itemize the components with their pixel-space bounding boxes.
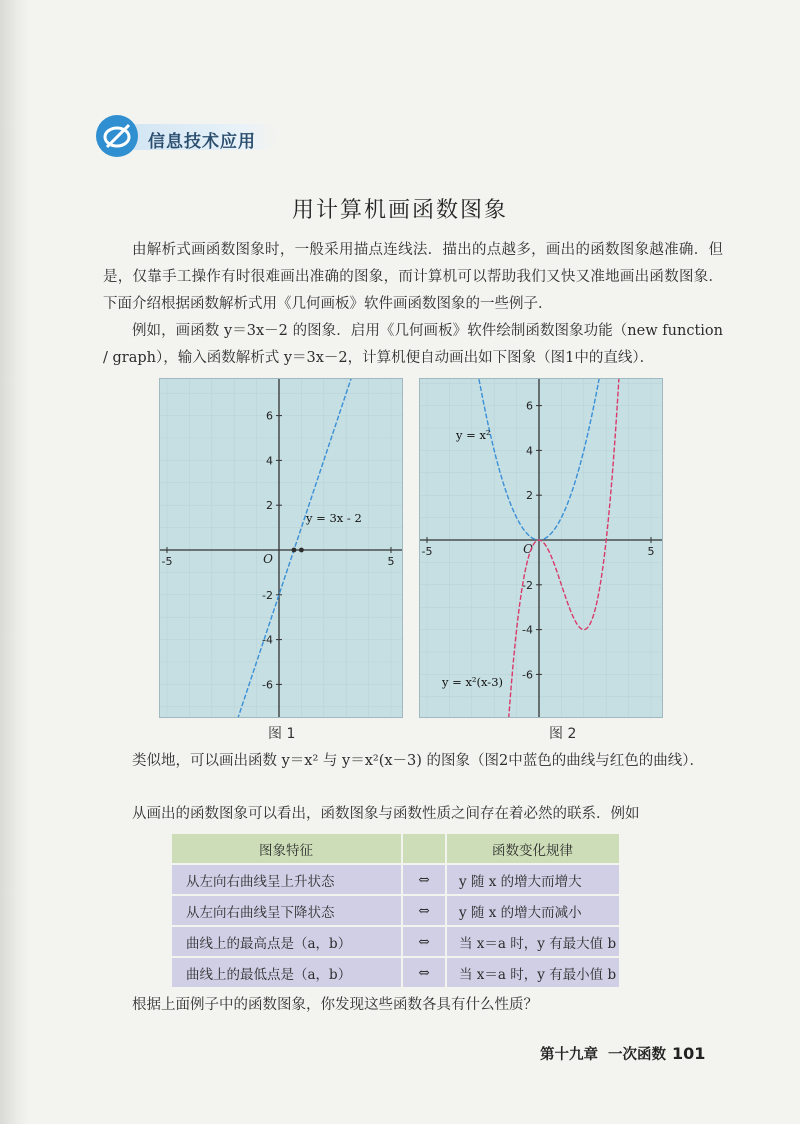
y-tick-label: -2 — [262, 588, 273, 602]
table-cell: 从左向右曲线呈上升状态 — [172, 864, 402, 895]
table-header-feature: 图象特征 — [172, 834, 402, 864]
unit-point — [299, 548, 304, 553]
series-label: y = 3x - 2 — [306, 511, 362, 525]
y-tick-label: -4 — [522, 623, 533, 637]
table-row — [172, 895, 619, 926]
figure-1-svg — [160, 379, 402, 717]
table-row — [172, 957, 619, 988]
x-tick-label: 5 — [647, 545, 655, 558]
table-cell: y 随 x 的增大而减小 — [446, 895, 619, 926]
y-tick-label: 4 — [266, 454, 273, 468]
figure-2-caption: 图 2 — [549, 726, 577, 742]
table-cell: 曲线上的最低点是（a，b） — [172, 957, 402, 988]
y-tick-label: -4 — [262, 633, 273, 647]
page-footer — [540, 1043, 705, 1064]
paragraph-example: 例如，画函数 y＝3x－2 的图象．启用《几何画板》软件绘制函数图象功能（new function / graph），输入函数解析式 y＝3x－2，计算机便自动画出如下图象（图1中的直线）． — [103, 323, 723, 366]
table-cell: y 随 x 的增大而增大 — [446, 864, 619, 895]
paragraph-similar: 类似地，可以画出函数 y＝x² 与 y＝x²(x－3) 的图象（图2中蓝色的曲线与红色的曲线）． — [132, 753, 704, 769]
y-tick-label: 4 — [526, 444, 533, 458]
footer-chapter: 第十九章 — [540, 1047, 598, 1063]
y-tick-label: -6 — [262, 678, 273, 692]
y-tick-label: -6 — [522, 668, 533, 682]
table-row — [172, 864, 619, 895]
y-tick-label: 6 — [526, 399, 533, 413]
section-badge — [96, 115, 276, 157]
table-cell: 当 x＝a 时，y 有最小值 b — [446, 957, 619, 988]
y-tick-label: 2 — [526, 489, 533, 503]
footer-section: 一次函数 — [608, 1047, 666, 1063]
y-tick-label: -2 — [522, 578, 533, 592]
x-tick-label: -5 — [161, 555, 173, 568]
x-intercept-point — [292, 548, 297, 553]
y-tick-label: 2 — [266, 499, 273, 513]
table-header-arrow — [402, 834, 446, 864]
figure-2-graph — [419, 378, 663, 718]
table-row — [172, 926, 619, 957]
table-cell: 当 x＝a 时，y 有最大值 b — [446, 926, 619, 957]
table-header-rule: 函数变化规律 — [446, 834, 619, 864]
page-binding-shadow — [0, 0, 30, 1124]
section-badge-label: 信息技术应用 — [148, 132, 256, 152]
y-tick-label: 6 — [266, 409, 273, 423]
figure-2-svg — [420, 379, 662, 717]
paragraph-intro: 由解析式画函数图象时，一般采用描点连线法．描出的点越多，画出的函数图象越准确．但是，仅靠手工操作有时很难画出准确的图象，而计算机可以帮助我们又快又准地画出函数图象．下面介绍根据函数解析式用《几何画板》软件画函数图象的一些例子． — [103, 242, 723, 312]
equivalence-icon: ⇔ — [402, 895, 446, 926]
x-tick-label: 5 — [387, 555, 395, 568]
properties-table — [172, 834, 619, 989]
table-cell: 从左向右曲线呈下降状态 — [172, 895, 402, 926]
figure-1-graph — [159, 378, 403, 718]
series-label: y = x² — [456, 428, 491, 442]
paragraph-question: 根据上面例子中的函数图象，你发现这些函数各具有什么性质？ — [132, 997, 538, 1013]
figure-1-caption: 图 1 — [268, 726, 296, 742]
series-label: y = x²(x-3) — [442, 675, 503, 689]
equivalence-icon: ⇔ — [402, 864, 446, 895]
equivalence-icon: ⇔ — [402, 926, 446, 957]
origin-label: O — [523, 542, 533, 556]
origin-label: O — [263, 552, 273, 566]
page-title: 用计算机画函数图象 — [291, 198, 508, 223]
paragraph-relation: 从画出的函数图象可以看出，函数图象与函数性质之间存在着必然的联系．例如 — [132, 806, 640, 822]
table-header-row — [172, 834, 619, 864]
x-tick-label: -5 — [421, 545, 433, 558]
info-tech-icon — [96, 115, 138, 157]
page-number: 101 — [672, 1044, 706, 1063]
equivalence-icon: ⇔ — [402, 957, 446, 988]
table-cell: 曲线上的最高点是（a，b） — [172, 926, 402, 957]
